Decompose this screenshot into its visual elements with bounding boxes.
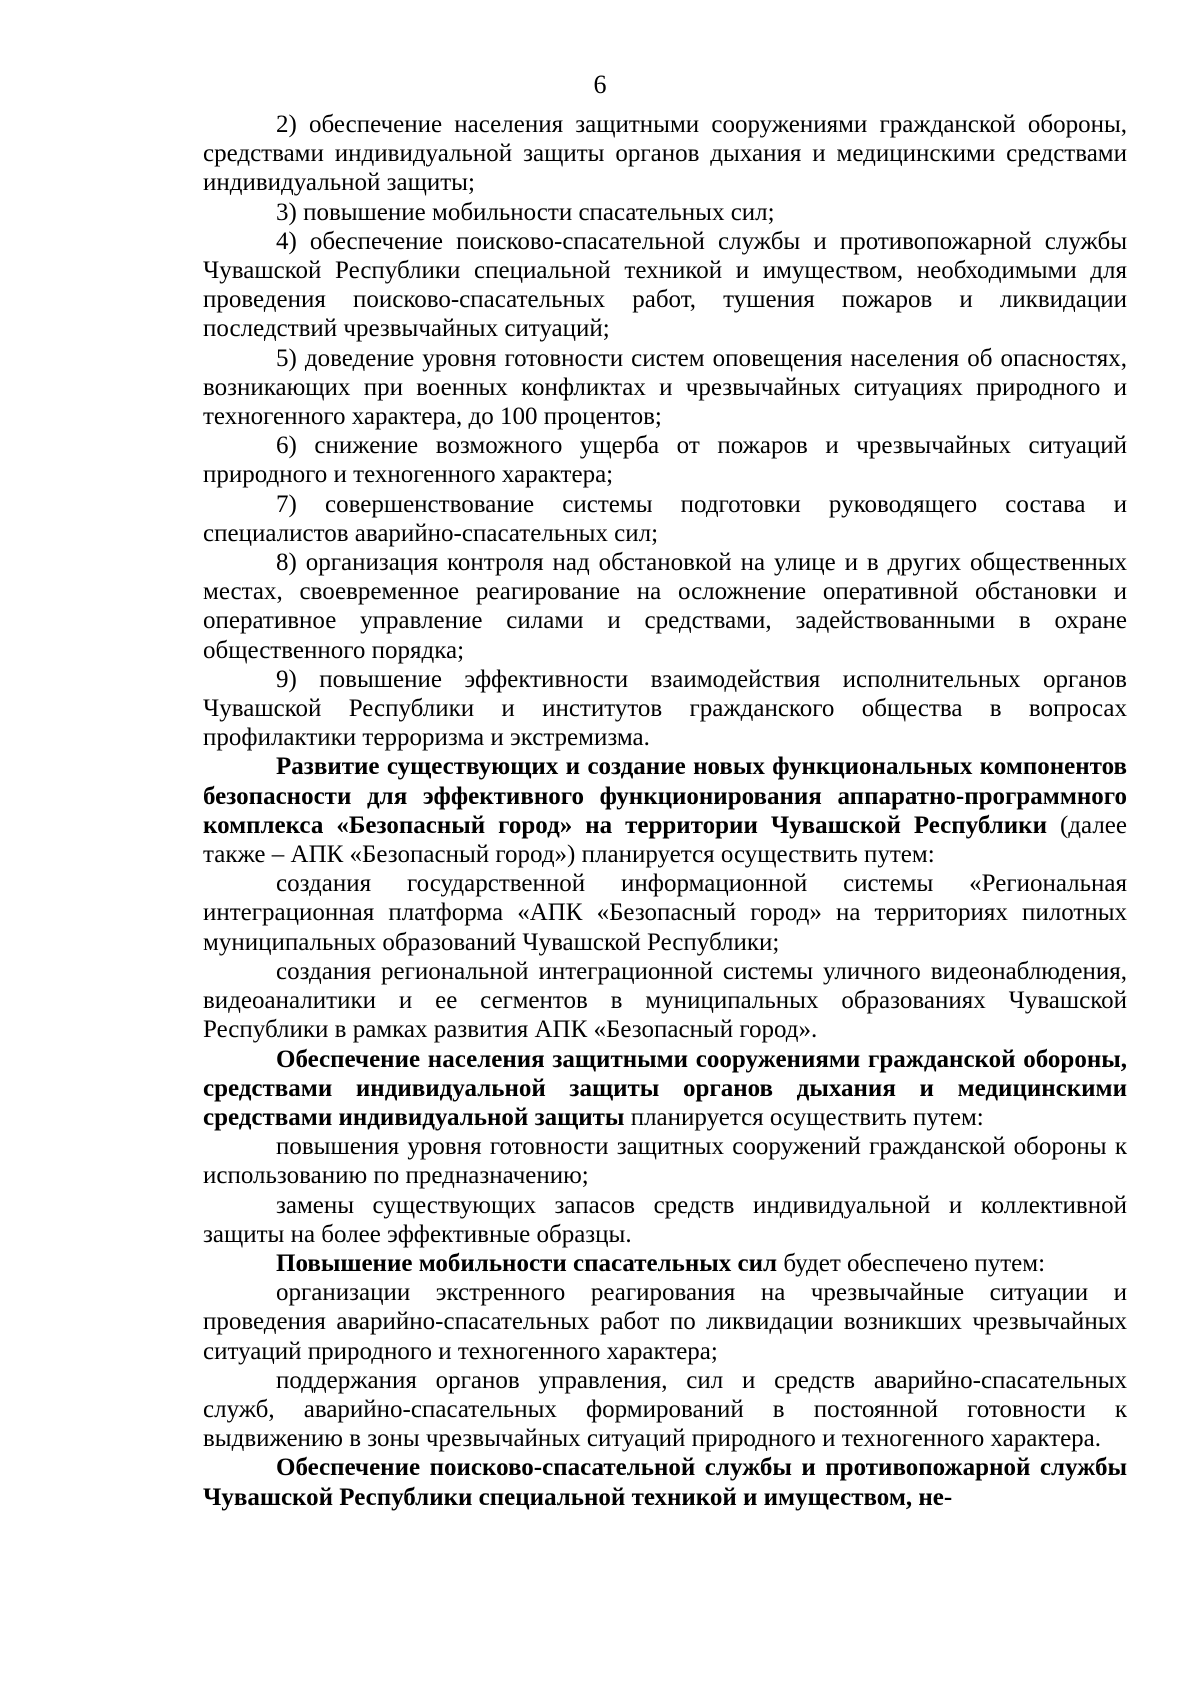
page-number: 6 (593, 70, 607, 99)
paragraph (203, 665, 1127, 753)
paragraph-heading: Обеспечение населения защитными сооружениями гражданской обороны, средствами индивидуальной защиты органов дыхания и медицинскими средствами индивидуальной защиты (203, 1045, 1127, 1131)
paragraph-text: 8) организация контроля над обстановкой на улице и в других общественных местах, своевременное реагирование на осложнение оперативной обстановки и оперативное управление силами и средствами, задействованными в охране общественного порядка; (203, 549, 1127, 664)
paragraph-text: замены существующих запасов средств индивидуальной и коллективной защиты на более эффективные образцы. (203, 1191, 1127, 1248)
paragraph-text: повышения уровня готовности защитных сооружений гражданской обороны к использованию по предназначению; (203, 1133, 1127, 1190)
paragraph-text: (далее также – АПК «Безопасный город») планируется осуществить путем: (203, 811, 1127, 869)
paragraph (203, 548, 1127, 665)
paragraph (203, 869, 1127, 957)
paragraph (203, 957, 1127, 1045)
paragraph (203, 431, 1127, 489)
paragraph (203, 110, 1127, 198)
paragraph (203, 198, 1127, 227)
paragraph (203, 1191, 1127, 1249)
paragraph (203, 344, 1127, 432)
paragraph (203, 1132, 1127, 1190)
paragraph-text: 4) обеспечение поисково-спасательной службы и противопожарной службы Чувашской Республики специальной техникой и имуществом, необходимыми для проведения поисково-спасательных работ, тушения пожаров и ликвидации последствий чрезвычайных ситуаций; (203, 227, 1127, 343)
paragraph-text: 7) совершенствование системы подготовки руководящего состава и специалистов аварийно-спасательных сил; (203, 490, 1127, 547)
paragraph-heading: Обеспечение поисково-спасательной службы и противопожарной службы Чувашской Республики специальной техникой и имуществом, не- (203, 1454, 1127, 1511)
paragraph (203, 1045, 1127, 1133)
document-body (203, 110, 1127, 1512)
paragraph (203, 1278, 1127, 1366)
paragraph-heading: Развитие существующих и создание новых функциональных компонентов безопасности для эффективного функционирования аппаратно-программного комплекса «Безопасный город» на территории Чувашской Республики (203, 753, 1127, 839)
paragraph (203, 1453, 1127, 1511)
paragraph-text: будет обеспечено путем: (777, 1249, 1046, 1277)
paragraph-text: создания региональной интеграционной системы уличного видеонаблюдения, видеоаналитики и ее сегментов в муниципальных образованиях Чувашской Республики в рамках развития АПК «Безопасный город». (203, 957, 1127, 1044)
paragraph (203, 1366, 1127, 1454)
paragraph-text: 6) снижение возможного ущерба от пожаров и чрезвычайных ситуаций природного и техногенного характера; (203, 432, 1127, 489)
paragraph (203, 1249, 1127, 1278)
paragraph-text: поддержания органов управления, сил и средств аварийно-спасательных служб, аварийно-спасательных формирований в постоянной готовности к выдвижению в зоны чрезвычайных ситуаций природного и техногенного характера. (203, 1366, 1127, 1453)
paragraph-text: организации экстренного реагирования на чрезвычайные ситуации и проведения аварийно-спасательных работ по ликвидации возникших чрезвычайных ситуаций природного и техногенного характера; (203, 1279, 1127, 1365)
paragraph-text: 2) обеспечение населения защитными сооружениями гражданской обороны, средствами индивидуальной защиты органов дыхания и медицинскими средствами индивидуальной защиты; (203, 111, 1127, 197)
paragraph-heading: Повышение мобильности спасательных сил (276, 1249, 778, 1277)
paragraph (203, 490, 1127, 548)
paragraph (203, 752, 1127, 869)
paragraph (203, 227, 1127, 344)
paragraph-text: создания государственной информационной системы «Региональная интеграционная платформа «АПК «Безопасный город» на территориях пилотных муниципальных образований Чувашской Республики; (203, 870, 1127, 956)
paragraph-text: 9) повышение эффективности взаимодействия исполнительных органов Чувашской Республики и институтов гражданского общества в вопросах профилактики терроризма и экстремизма. (203, 665, 1127, 752)
paragraph-text: планируется осуществить путем: (624, 1103, 984, 1131)
paragraph-text: 3) повышение мобильности спасательных сил; (276, 198, 775, 226)
paragraph-text: 5) доведение уровня готовности систем оповещения населения об опасностях, возникающих при военных конфликтах и чрезвычайных ситуациях природного и техногенного характера, до 100 процентов; (203, 344, 1127, 431)
